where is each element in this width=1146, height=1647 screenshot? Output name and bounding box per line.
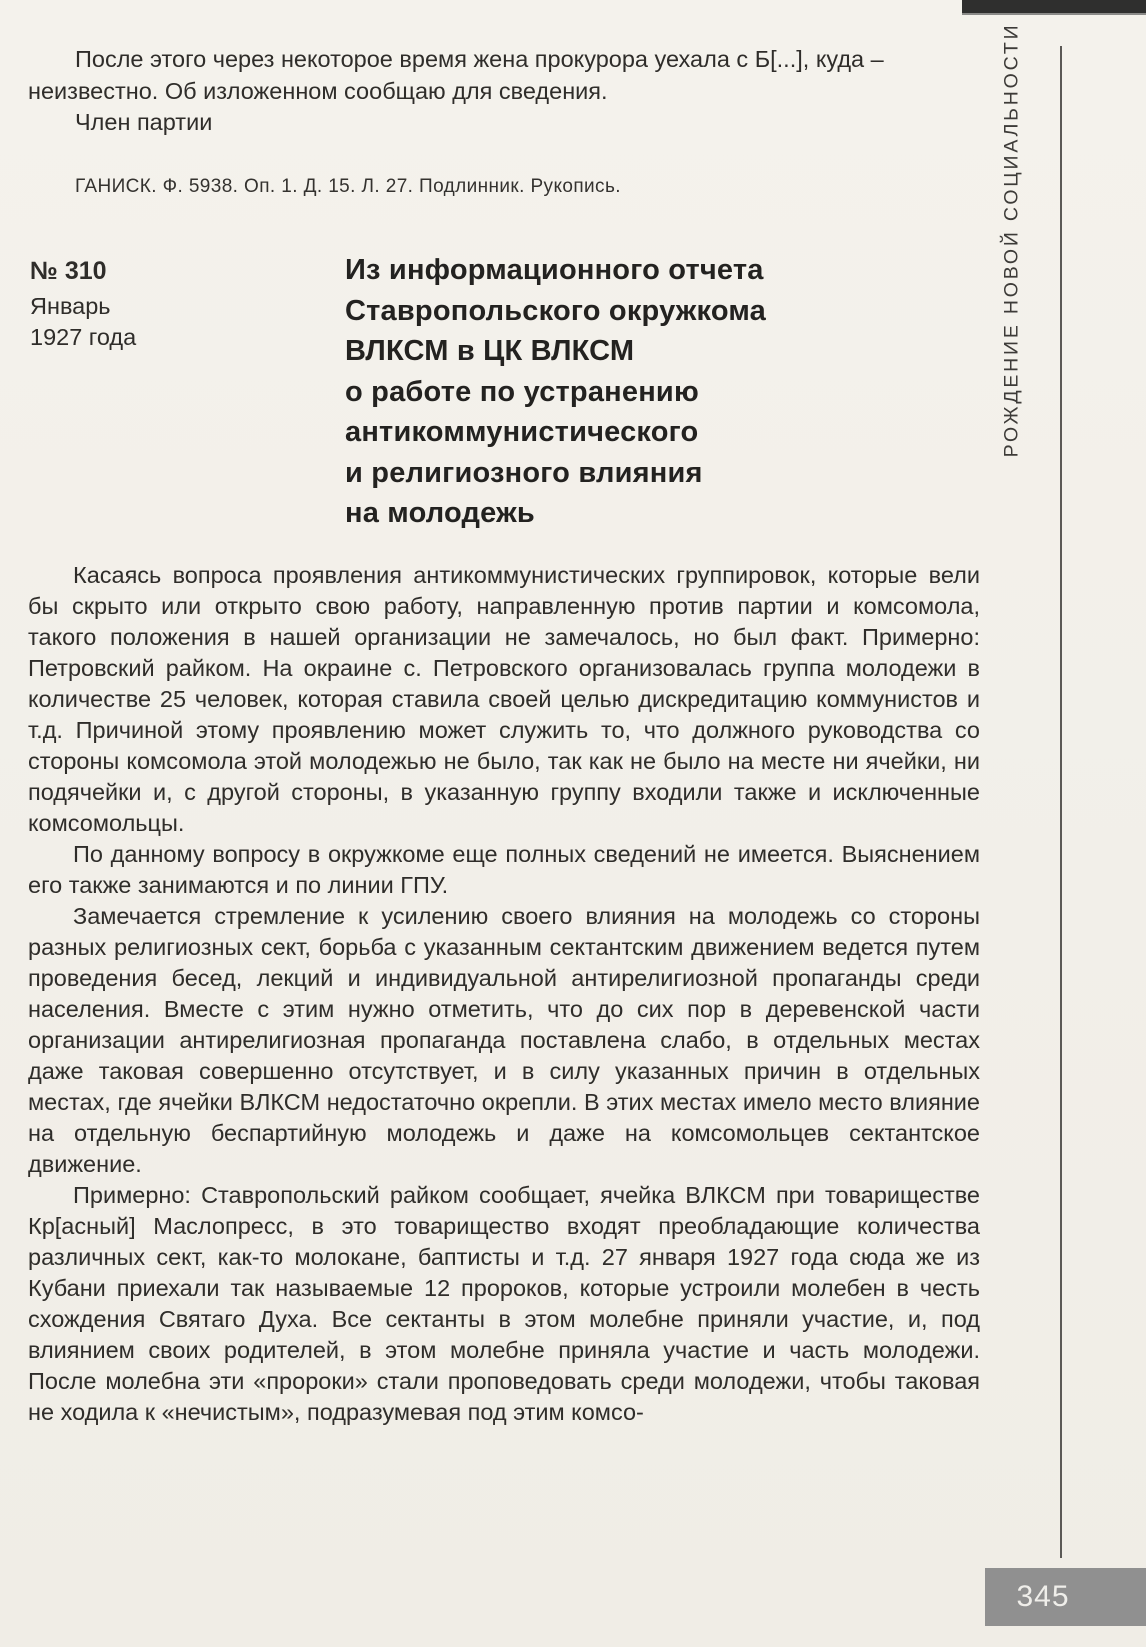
body-paragraph: По данному вопросу в окружкоме еще полных сведений не имеется. Выяснением его также занимаются и по линии ГПУ. (28, 841, 980, 898)
document-number: № 310 (30, 257, 107, 285)
document-body (28, 560, 980, 1428)
document-date-year: 1927 года (30, 324, 137, 350)
document-title-line: о работе по устранению (345, 375, 699, 408)
margin-divider-rule (1060, 46, 1062, 1558)
page-number: 345 (1016, 1580, 1070, 1613)
document-title-line: Ставропольского окружкома (345, 294, 766, 327)
intro-block (28, 44, 978, 139)
document-date-month: Январь (30, 293, 111, 319)
body-paragraph: Касаясь вопроса проявления антикоммунистических группировок, которые вели бы скрыто или открыто свою работу, направленную против партии и комсомола, такого положения в нашей организации не замечалось, но был факт. Примерно: Петровский райком. На окраине с. Петровского организовалась группа молодежи в количестве 25 человек, которая ставила своей целью дискредитацию коммунистов и т.д. Причиной этому проявлению может служить то, что должного руководства со стороны комсомола этой молодежью не было, так как не было на месте ни ячейки, ни подячейки и, с другой стороны, в указанную группу входили также и исключенные комсомольцы. (28, 562, 980, 836)
document-title-line: Из информационного отчета (345, 254, 764, 286)
archive-citation: ГАНИСК. Ф. 5938. Оп. 1. Д. 15. Л. 27. Подлинник. Рукопись. (75, 176, 621, 197)
document-title-line: и религиозного влияния (345, 456, 703, 489)
body-paragraph: Примерно: Ставропольский райком сообщает, ячейка ВЛКСМ при товариществе Кр[асный] Маслопресс, в это товарищество входят преобладающие количества различных сект, как-то молокане, баптисты и т.д. 27 января 1927 года сюда же из Кубани приехали так называемые 12 пророков, которые устроили молебен в честь схождения Святаго Духа. Все сектанты в этом молебне приняли участие, и, под влиянием своих родителей, в этом молебне приняла участие и часть молодежи. После молебна эти «пророки» стали проповедовать среди молодежи, чтобы таковая не ходила к «нечистым», подразумевая под этим комсо- (28, 1182, 980, 1425)
document-title-line: ВЛКСМ в ЦК ВЛКСМ (345, 335, 635, 367)
page-number-box (985, 1568, 1146, 1626)
section-title-vertical: РОЖДЕНИЕ НОВОЙ СОЦИАЛЬНОСТИ (1000, 22, 1023, 458)
document-title (345, 250, 766, 534)
document-title-line: на молодежь (345, 497, 535, 529)
body-paragraph: Замечается стремление к усилению своего влияния на молодежь со стороны разных религиозных сект, борьба с указанным сектантским движением ведется путем проведения бесед, лекций и индивидуальной антирелигиозной пропаганды среди населения. Вместе с этим нужно отметить, что до сих пор в деревенской части организации антирелигиозная пропаганда поставлена слабо, в отдельных местах даже таковая совершенно отсутствует, и в силу указанных причин в отдельных местах, где ячейки ВЛКСМ недостаточно окрепли. В этих местах имело место влияние на отдельную беспартийную молодежь и даже на комсомольцев сектантское движение. (28, 903, 980, 1177)
intro-text: После этого через некоторое время жена прокурора уехала с Б[...], куда – неизвестно. Об изложенном сообщаю для сведения. (28, 46, 884, 104)
intro-signature: Член партии (75, 109, 213, 135)
document-meta (30, 256, 136, 353)
scan-edge-artifact (962, 0, 1146, 15)
document-title-line: антикоммунистического (345, 416, 699, 448)
